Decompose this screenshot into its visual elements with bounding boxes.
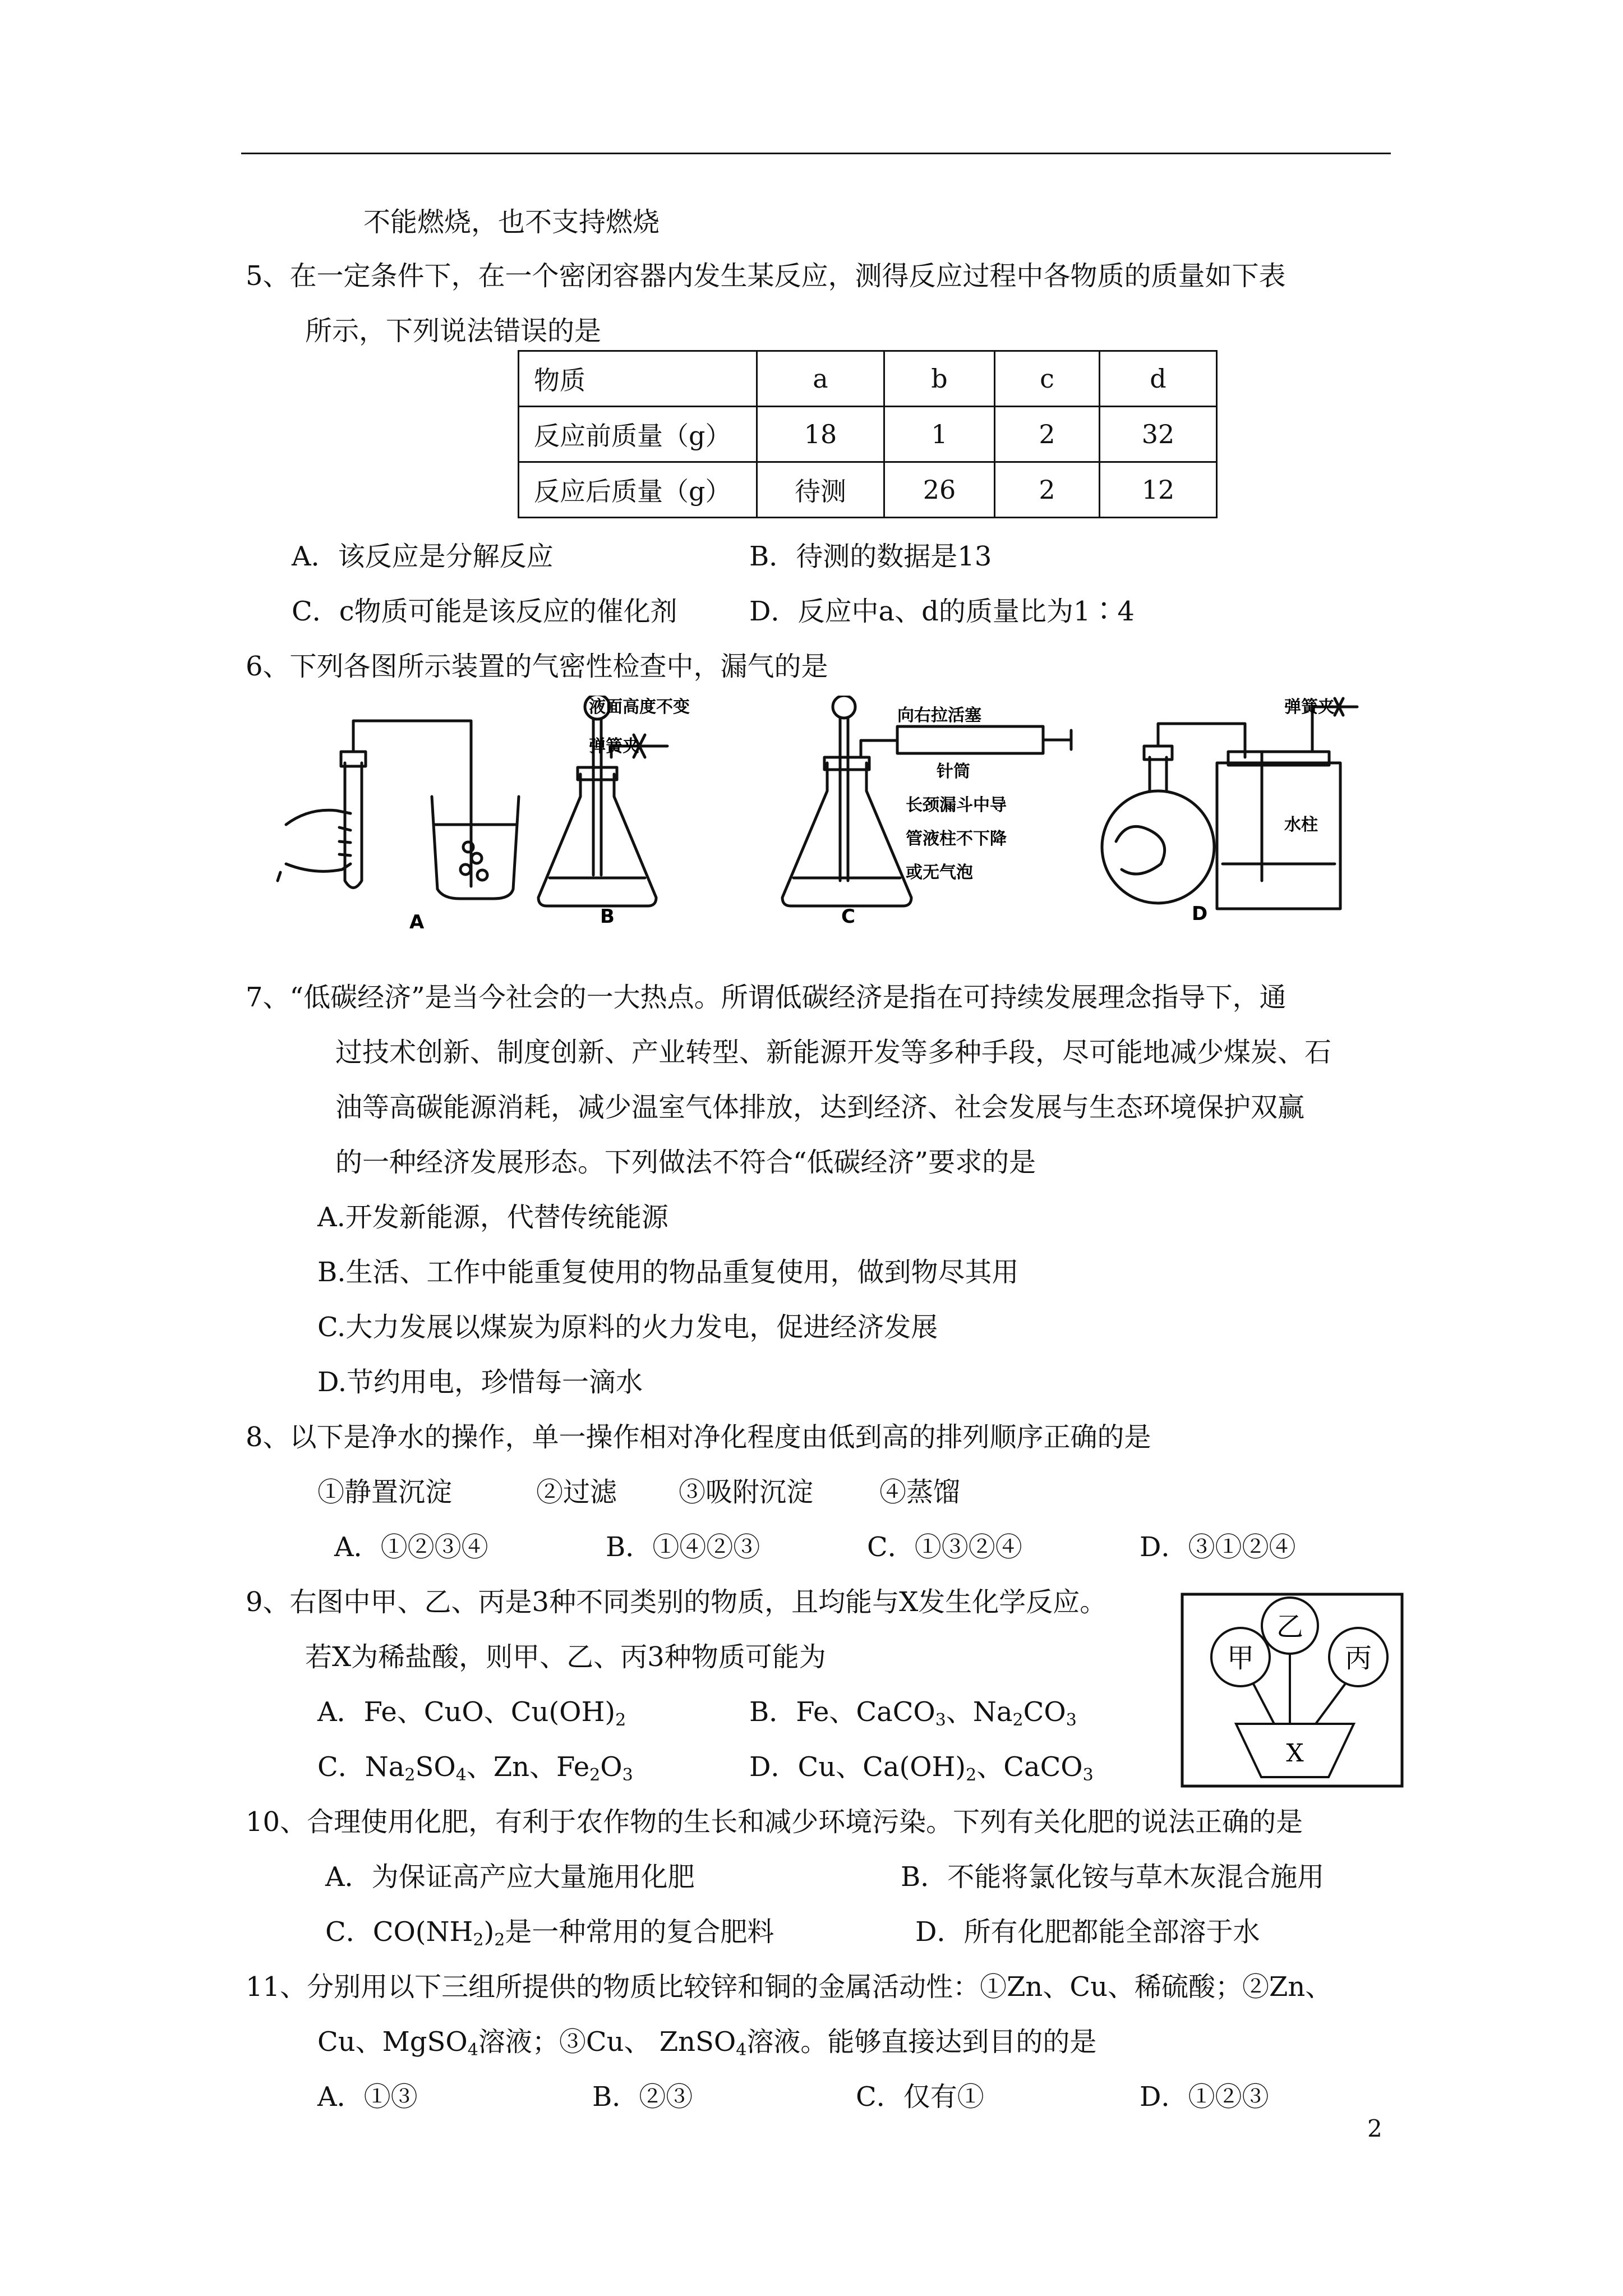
mass-table [518,350,1218,518]
prev-line: 不能燃烧，也不支持燃烧 [363,206,660,238]
q5-stem-2: 所示，下列说法错误的是 [305,315,602,347]
q10-option-b: B．不能将氯化铵与草木灰混合施用 [901,1861,1325,1893]
q7-line-1: 7、“低碳经济”是当今社会的一大热点。所谓低碳经济是指在可持续发展理念指导下，通 [246,982,1287,1013]
table-cell: 1 [884,407,995,462]
q9-option-d: D．Cu、$Ca(OH)_2$、CaCO$_3$ [749,1751,1094,1785]
q7-option-c: C.大力发展以煤炭为原料的火力发电，促进经济发展 [317,1312,938,1343]
table-cell: 26 [884,462,995,518]
q8-option-b: B．①④②③ [606,1531,760,1563]
c-label-3: 长颈漏斗中导 [906,795,1007,815]
c-label-1: 向右拉活塞 [897,706,981,725]
q5-option-a: A．该反应是分解反应 [292,541,554,572]
q9-line-2: 若X为稀盐酸，则甲、乙、丙3种物质可能为 [305,1641,826,1673]
q7-option-a: A.开发新能源，代替传统能源 [317,1202,668,1233]
q6-stem: 6、下列各图所示装置的气密性检查中，漏气的是 [246,651,828,682]
page-number: 2 [1367,2115,1382,2142]
table-row [519,407,1217,462]
q11-option-b: B．②③ [592,2081,693,2113]
table-cell: 12 [1100,462,1217,518]
apparatus-a [278,721,519,899]
q5-option-d: D．反应中a、d的质量比为1∶4 [749,596,1135,627]
q10-option-d: D．所有化肥都能全部溶于水 [915,1916,1260,1948]
q7-option-d: D.节约用电，珍惜每一滴水 [317,1366,643,1398]
q5-stem-1: 5、在一定条件下，在一个密闭容器内发生某反应，测得反应过程中各物质的质量如下表 [246,260,1286,292]
reaction-diagram [1180,1592,1404,1788]
fig-caption-a: A [409,911,425,933]
q7-line-3: 油等高碳能源消耗，减少温室气体排放，达到经济、社会发展与生态环境保护双赢 [335,1092,1305,1123]
q5-option-b: B．待测的数据是13 [749,541,992,572]
fig-caption-c: C [841,905,855,928]
q8-op-3: ③吸附沉淀 [679,1476,814,1508]
table-cell: a [757,351,884,407]
fig-caption-d: D [1192,903,1208,925]
b-label-1: 液面高度不变 [589,697,690,717]
apparatus-b [538,696,667,906]
apparatus-d [1102,698,1357,909]
q8-op-2: ②过滤 [536,1476,617,1508]
diagram-bing: 丙 [1344,1642,1372,1674]
c-label-2: 针筒 [937,762,970,781]
q8-stem: 8、以下是净水的操作，单一操作相对净化程度由低到高的排列顺序正确的是 [246,1421,1151,1453]
fig-caption-b: B [600,905,615,928]
table-cell: c [995,351,1100,407]
q7-option-b: B.生活、工作中能重复使用的物品重复使用，做到物尽其用 [317,1257,1019,1288]
q9-option-c: C．$Na_2SO_4$、Zn、$Fe_2O_3$ [317,1751,633,1785]
table-cell: 2 [995,462,1100,518]
q9-line-1: 9、右图中甲、乙、丙是3种不同类别的物质，且均能与X发生化学反应。 [246,1586,1107,1618]
table-cell: 32 [1100,407,1217,462]
d-label-2: 水柱 [1284,815,1318,835]
q8-option-a: A．①②③④ [334,1531,488,1563]
q11-line-2: Cu、MgSO$_4$溶液；③Cu、 ZnSO$_4$溶液。能够直接达到目的的是 [317,2026,1097,2060]
table-cell: 待测 [757,462,884,518]
d-label-1: 弹簧夹 [1284,697,1335,717]
q11-option-d: D．①②③ [1140,2081,1269,2113]
q7-line-2: 过技术创新、制度创新、产业转型、新能源开发等多种手段，尽可能地减少煤炭、石 [335,1037,1332,1068]
table-cell: 物质 [519,351,757,407]
q8-option-c: C．①③②④ [867,1531,1022,1563]
q10-stem: 10、合理使用化肥，有利于农作物的生长和减少环境污染。下列有关化肥的说法正确的是 [246,1806,1303,1838]
table-row [519,351,1217,407]
q10-option-a: A．为保证高产应大量施用化肥 [325,1861,695,1893]
q11-line-1: 11、分别用以下三组所提供的物质比较锌和铜的金属活动性：①Zn、Cu、稀硫酸；②Zn、 [246,1971,1332,2003]
q10-option-c: C．$CO(NH_2)_2$是一种常用的复合肥料 [325,1916,774,1950]
q7-line-4: 的一种经济发展形态。下列做法不符合“低碳经济”要求的是 [335,1147,1036,1178]
airtightness-figure [275,696,1374,937]
q5-option-c: C．c物质可能是该反应的催化剂 [292,596,677,627]
table-row [519,462,1217,518]
q11-option-c: C．仅有① [856,2081,984,2113]
diagram-jia: 甲 [1227,1642,1255,1674]
table-cell: 18 [757,407,884,462]
table-cell: 反应前质量（g） [519,407,757,462]
q8-op-4: ④蒸馏 [879,1476,961,1508]
q10-option-c-tail: 是一种常用的复合肥料 [505,1916,774,1948]
table-cell: d [1100,351,1217,407]
q11-option-a: A．①③ [317,2081,418,2113]
q8-op-1: ①静置沉淀 [317,1476,453,1508]
table-cell: 反应后质量（g） [519,462,757,518]
b-label-2: 弹簧夹 [589,737,639,756]
q9-option-a: A．Fe、CuO、$Cu(OH)_2$ [317,1696,626,1730]
c-label-4: 管液柱不下降 [906,829,1007,849]
q8-option-d: D．③①②④ [1140,1531,1296,1563]
c-label-5: 或无气泡 [906,863,973,882]
table-cell: 2 [995,407,1100,462]
diagram-yi: 乙 [1276,1611,1304,1642]
diagram-x: X [1286,1739,1304,1768]
table-cell: b [884,351,995,407]
header-rule [241,153,1391,154]
q9-option-b: B．Fe、CaCO$_3$、$Na_2CO_3$ [749,1696,1077,1730]
